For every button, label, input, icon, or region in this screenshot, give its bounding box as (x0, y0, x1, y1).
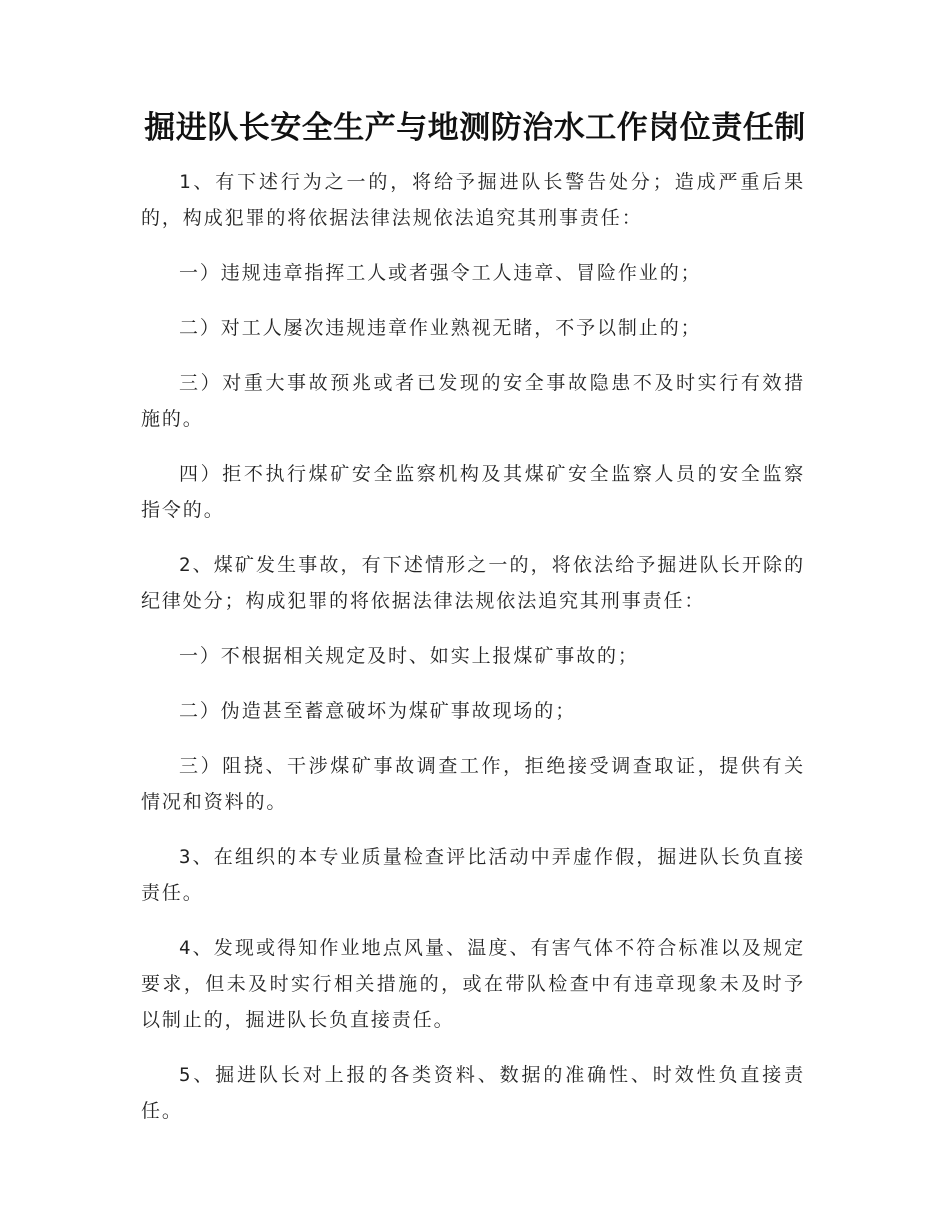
paragraph-1-item-3: 三）对重大事故预兆或者已发现的安全事故隐患不及时实行有效措施的。 (141, 372, 805, 430)
paragraph-2-item-3: 三）阻挠、干涉煤矿事故调查工作，拒绝接受调查取证，提供有关情况和资料的。 (141, 755, 805, 813)
paragraph-1: 1、有下述行为之一的，将给予掘进队长警告处分；造成严重后果的，构成犯罪的将依据法律法规依法追究其刑事责任： (141, 171, 805, 229)
paragraph-2-item-1: 一）不根据相关规定及时、如实上报煤矿事故的； (179, 645, 639, 667)
paragraph-1-item-2: 二）对工人屡次违规违章作业熟视无睹，不予以制止的； (179, 317, 702, 339)
paragraph-3: 3、在组织的本专业质量检查评比活动中弄虚作假，掘进队长负直接责任。 (141, 846, 805, 904)
paragraph-1-item-1: 一）违规违章指挥工人或者强令工人违章、冒险作业的； (179, 262, 702, 284)
document-body (141, 164, 805, 1148)
paragraph-2-item-2: 二）伪造甚至蓄意破坏为煤矿事故现场的； (179, 700, 577, 722)
paragraph-4: 4、发现或得知作业地点风量、温度、有害气体不符合标准以及规定要求，但未及时实行相关措施的，或在带队检查中有违章现象未及时予以制止的，掘进队长负直接责任。 (141, 937, 805, 1031)
paragraph-1-item-4: 四）拒不执行煤矿安全监察机构及其煤矿安全监察人员的安全监察指令的。 (141, 463, 805, 521)
paragraph-5: 5、掘进队长对上报的各类资料、数据的准确性、时效性负直接责任。 (141, 1064, 805, 1122)
paragraph-2: 2、煤矿发生事故，有下述情形之一的，将依法给予掘进队长开除的纪律处分；构成犯罪的将依据法律法规依法追究其刑事责任： (141, 554, 805, 612)
document-title: 掘进队长安全生产与地测防治水工作岗位责任制 (144, 110, 806, 146)
